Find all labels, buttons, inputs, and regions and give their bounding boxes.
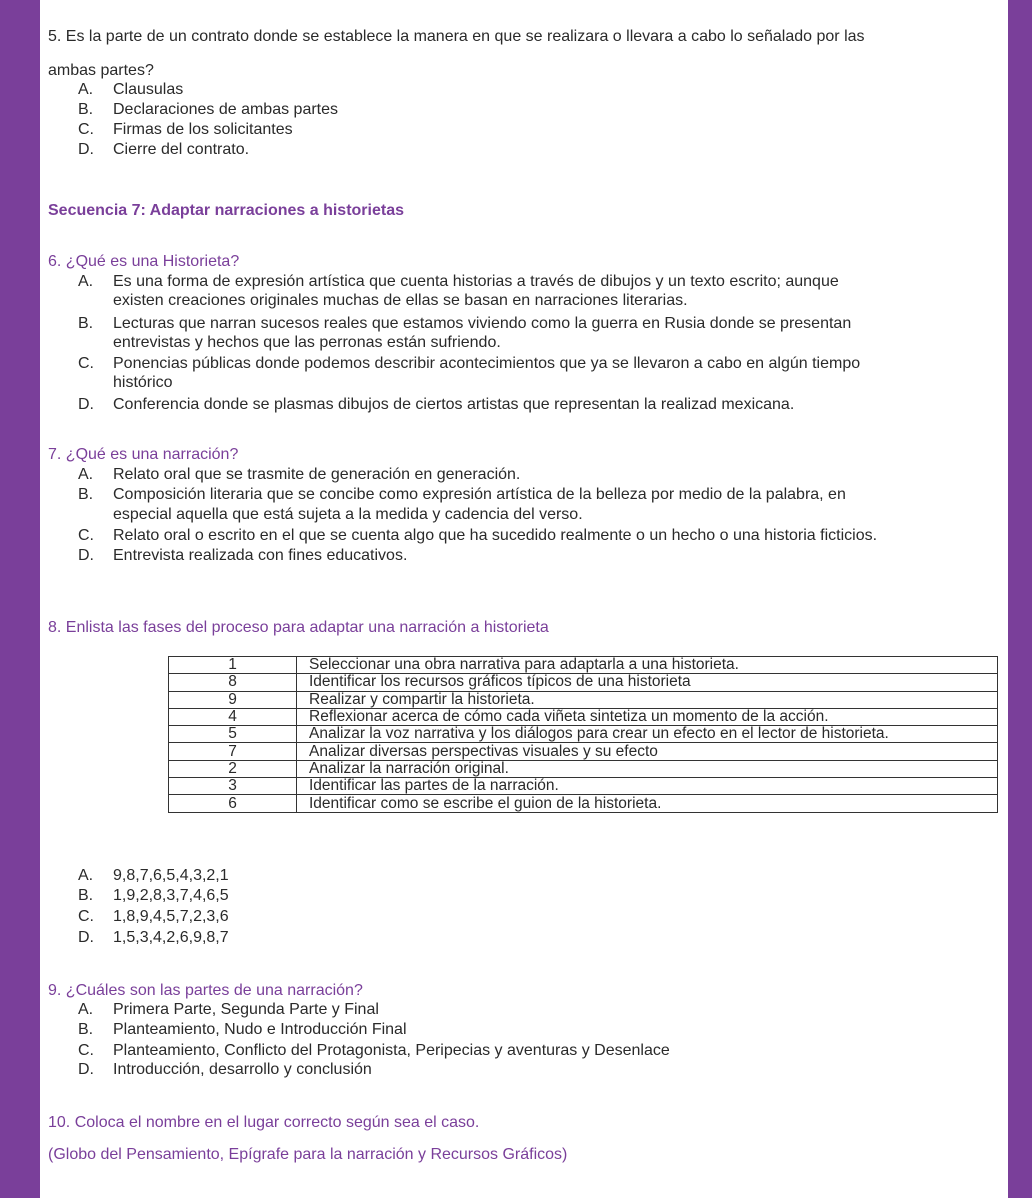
q7-option-d[interactable]: D. Entrevista realizada con fines educativos. bbox=[78, 547, 408, 564]
step-text: Analizar la narración original. bbox=[297, 760, 998, 777]
q8-option-a[interactable]: A. 9,8,7,6,5,4,3,2,1 bbox=[78, 867, 229, 884]
phases-table bbox=[168, 656, 998, 813]
step-number: 1 bbox=[169, 657, 297, 674]
worksheet-page bbox=[48, 0, 1000, 1198]
q8-option-d[interactable]: D. 1,5,3,4,2,6,9,8,7 bbox=[78, 929, 229, 946]
q7-option-a[interactable]: A. Relato oral que se trasmite de generación en generación. bbox=[78, 466, 521, 483]
step-text: Identificar las partes de la narración. bbox=[297, 778, 998, 795]
q7-option-c[interactable]: C. Relato oral o escrito en el que se cuenta algo que ha sucedido realmente o un hecho o una historia ficticios. bbox=[78, 527, 878, 544]
step-text: Identificar como se escribe el guion de la historieta. bbox=[297, 795, 998, 812]
step-text: Analizar la voz narrativa y los diálogos para crear un efecto en el lector de historieta. bbox=[297, 726, 998, 743]
q6-option-b-cont: entrevistas y hechos que las perronas están sufriendo. bbox=[113, 334, 501, 351]
q5-question-line1: 5. Es la parte de un contrato donde se establece la manera en que se realizara o llevara a cabo lo señalado por las bbox=[48, 28, 865, 45]
step-text: Reflexionar acerca de cómo cada viñeta sintetiza un momento de la acción. bbox=[297, 708, 998, 725]
q10-question: 10. Coloca el nombre en el lugar correcto según sea el caso. bbox=[48, 1114, 480, 1131]
q6-option-a[interactable]: A. Es una forma de expresión artística que cuenta historias a través de dibujos y un texto escrito; aunque bbox=[78, 273, 839, 290]
q7-question: 7. ¿Qué es una narración? bbox=[48, 446, 239, 463]
q9-option-b[interactable]: B. Planteamiento, Nudo e Introducción Final bbox=[78, 1021, 407, 1038]
q6-option-d[interactable]: D. Conferencia donde se plasmas dibujos de ciertos artistas que representan la realizad mexicana. bbox=[78, 396, 795, 413]
step-number: 6 bbox=[169, 795, 297, 812]
step-text: Identificar los recursos gráficos típicos de una historieta bbox=[297, 674, 998, 691]
q8-option-b[interactable]: B. 1,9,2,8,3,7,4,6,5 bbox=[78, 887, 229, 904]
q7-option-b-cont: especial aquella que está sujeta a la medida y cadencia del verso. bbox=[113, 506, 583, 523]
q5-option-a[interactable]: A. Clausulas bbox=[78, 81, 184, 98]
step-text: Realizar y compartir la historieta. bbox=[297, 691, 998, 708]
step-text: Seleccionar una obra narrativa para adaptarla a una historieta. bbox=[297, 657, 998, 674]
table-row bbox=[169, 691, 998, 708]
q8-option-c[interactable]: C. 1,8,9,4,5,7,2,3,6 bbox=[78, 908, 229, 925]
left-border-bar bbox=[0, 0, 40, 1198]
q9-option-a[interactable]: A. Primera Parte, Segunda Parte y Final bbox=[78, 1001, 379, 1018]
q6-option-a-cont: existen creaciones originales muchas de ellas se basan en narraciones literarias. bbox=[113, 292, 688, 309]
table-row bbox=[169, 795, 998, 812]
q8-question: 8. Enlista las fases del proceso para adaptar una narración a historieta bbox=[48, 619, 549, 636]
q5-option-b[interactable]: B. Declaraciones de ambas partes bbox=[78, 101, 339, 118]
section-heading: Secuencia 7: Adaptar narraciones a historietas bbox=[48, 202, 404, 219]
table-row bbox=[169, 708, 998, 725]
q10-note: (Globo del Pensamiento, Epígrafe para la narración y Recursos Gráficos) bbox=[48, 1146, 568, 1163]
table-row bbox=[169, 778, 998, 795]
table-row bbox=[169, 743, 998, 760]
q5-option-d[interactable]: D. Cierre del contrato. bbox=[78, 141, 250, 158]
q9-question: 9. ¿Cuáles son las partes de una narración? bbox=[48, 982, 363, 999]
q6-option-b[interactable]: B. Lecturas que narran sucesos reales que estamos viviendo como la guerra en Rusia donde se presentan bbox=[78, 315, 852, 332]
q6-option-c-cont: histórico bbox=[113, 374, 173, 391]
right-border-bar bbox=[1008, 0, 1032, 1198]
step-number: 8 bbox=[169, 674, 297, 691]
step-text: Analizar diversas perspectivas visuales y su efecto bbox=[297, 743, 998, 760]
step-number: 9 bbox=[169, 691, 297, 708]
step-number: 3 bbox=[169, 778, 297, 795]
q6-option-c[interactable]: C. Ponencias públicas donde podemos describir acontecimientos que ya se llevaron a cabo en algún tiempo bbox=[78, 355, 861, 372]
table-row bbox=[169, 760, 998, 777]
table-row bbox=[169, 726, 998, 743]
q5-question-line2: ambas partes? bbox=[48, 62, 154, 79]
step-number: 2 bbox=[169, 760, 297, 777]
q5-option-c[interactable]: C. Firmas de los solicitantes bbox=[78, 121, 293, 138]
table-row bbox=[169, 657, 998, 674]
step-number: 4 bbox=[169, 708, 297, 725]
q7-option-b[interactable]: B. Composición literaria que se concibe como expresión artística de la belleza por medio de la palabra, en bbox=[78, 486, 846, 503]
q9-option-d[interactable]: D. Introducción, desarrollo y conclusión bbox=[78, 1061, 372, 1078]
q9-option-c[interactable]: C. Planteamiento, Conflicto del Protagonista, Peripecias y aventuras y Desenlace bbox=[78, 1042, 670, 1059]
step-number: 7 bbox=[169, 743, 297, 760]
step-number: 5 bbox=[169, 726, 297, 743]
table-row bbox=[169, 674, 998, 691]
q6-question: 6. ¿Qué es una Historieta? bbox=[48, 253, 240, 270]
